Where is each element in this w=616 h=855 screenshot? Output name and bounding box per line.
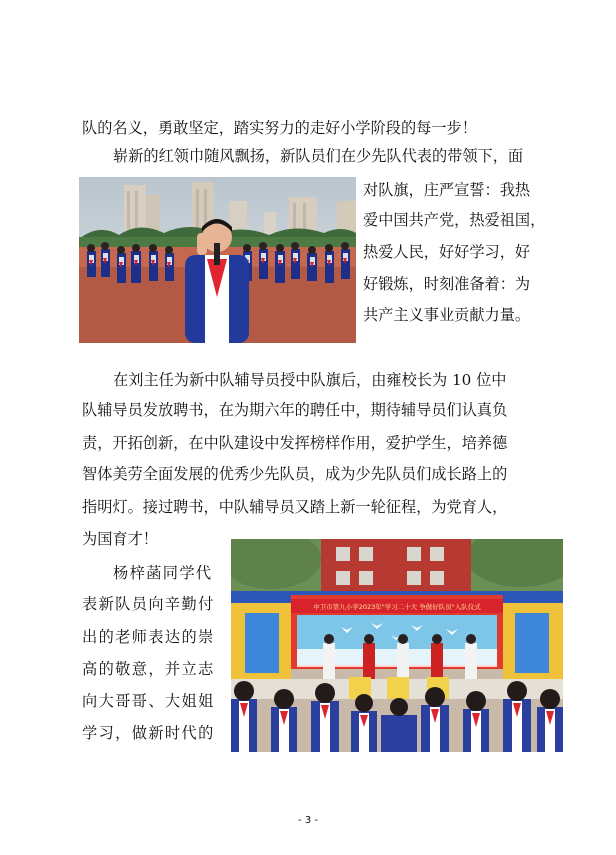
text-line: 为国育才！ [82, 530, 158, 548]
text-line: 高的敬意，并立志 [82, 660, 215, 678]
text-line: 好锻炼，时刻准备着：为 [363, 275, 531, 293]
text-line: 在刘主任为新中队辅导员授中队旗后，由雍校长为 10 位中 [113, 371, 507, 389]
text-line: 表新队员向辛勤付 [82, 595, 215, 613]
text-line: 热爱人民，好好学习，好 [363, 243, 531, 261]
oath-ceremony-photo [79, 177, 356, 343]
stage-ceremony-photo [231, 539, 563, 752]
text-line: 出的老师表达的崇 [82, 628, 215, 646]
text-line: 崭新的红领巾随风飘扬，新队员们在少先队代表的带领下，面 [113, 147, 524, 165]
stage-banner-text: 中卫市第九小学2023年"学习二十大 争做好队员"入队仪式 [313, 603, 481, 611]
text-line: 爱中国共产党，热爱祖国， [363, 211, 546, 229]
text-line: 责，开拓创新，在中队建设中发挥榜样作用，爱护学生，培养德 [82, 434, 508, 452]
text-line: 向大哥哥、大姐姐 [82, 692, 215, 710]
text-line: 智体美劳全面发展的优秀少先队员，成为少先队员们成长路上的 [82, 465, 508, 483]
text-line: 共产主义事业贡献力量。 [363, 306, 531, 324]
text-line: 指明灯。接过聘书，中队辅导员又踏上新一轮征程，为党育人， [82, 498, 508, 516]
text-line: 学习，做新时代的 [82, 724, 215, 742]
text-line: 队辅导员发放聘书，在为期六年的聘任中，期待辅导员们认真负 [82, 401, 508, 419]
page-number: - 3 - [298, 815, 318, 826]
text-line: 队的名义，勇敢坚定，踏实努力的走好小学阶段的每一步！ [82, 119, 477, 137]
text-line: 杨梓菡同学代 [113, 564, 213, 582]
text-line: 对队旗，庄严宣誓：我热 [363, 181, 531, 199]
